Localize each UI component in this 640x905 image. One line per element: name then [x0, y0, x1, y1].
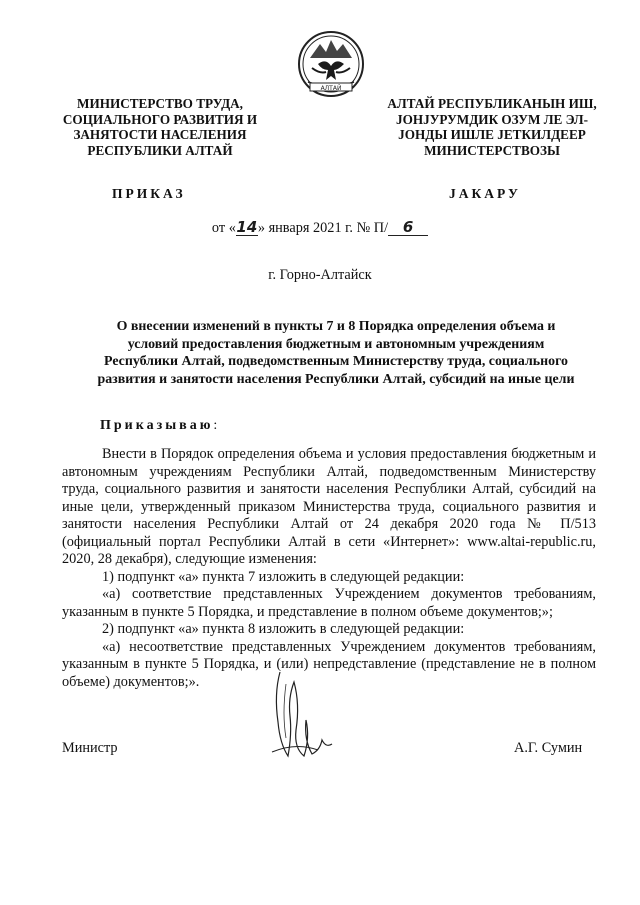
title-line: Республики Алтай, подведомственным Министерству труда, социального	[104, 354, 568, 370]
altai-republic-emblem-icon	[296, 30, 366, 102]
header-right-line: МИНИСТЕРСТВОЗЫ	[424, 142, 560, 158]
header-left-line: ЗАНЯТОСТИ НАСЕЛЕНИЯ	[73, 127, 247, 143]
title-line: развития и занятости населения Республики Алтай, субсидий на иные цели	[97, 372, 575, 388]
ministry-name-russian	[60, 96, 260, 158]
prikazyvayu-word: Приказываю	[100, 418, 214, 433]
signatory-name: А.Г. Сумин	[514, 740, 583, 756]
document-body	[62, 446, 596, 691]
order-title-russian: ПРИКАЗ	[112, 186, 186, 201]
body-paragraph: Внести в Порядок определения объема и условия предоставления бюджетным и автономным учреждениям Республики Алтай, подведомственным Министерству труда, социального развития и занятости населения Республики Алтай, субсидий на иные цели, утвержденный приказом Министерства труда, социального развития и занятости населения Республики Алтай от 24 декабря 2020 года № П/513 (официальный портал Республики Алтай в сети «Интернет»: www.altai-republic.ru, 2020, 28 декабря), следующие изменения:	[62, 446, 596, 567]
document-title	[60, 318, 612, 389]
body-paragraph: «а) соответствие представленных Учреждением документов требованиям, указанным в пункте 5 Порядка, и представление в полном объеме документов;»;	[62, 586, 596, 620]
emblem-text: АЛТАЙ	[320, 85, 342, 92]
date-day-handwritten: 14	[236, 218, 258, 236]
title-line: О внесении изменений в пункты 7 и 8 Порядка определения объема и	[116, 319, 556, 334]
order-title-altai: ЈАКАРУ	[449, 186, 521, 201]
prikazyvayu-colon: :	[213, 418, 218, 433]
header-left-line: СОЦИАЛЬНОГО РАЗВИТИЯ И	[62, 111, 258, 127]
prikazyvayu-heading	[100, 418, 217, 434]
body-paragraph: 2) подпункт «а» пункта 8 изложить в следующей редакции:	[102, 621, 465, 637]
date-middle: » января 2021 г. № П/	[257, 220, 389, 236]
title-line: условий предоставления бюджетным и автономным учреждениям	[127, 336, 545, 352]
body-paragraph: 1) подпункт «а» пункта 7 изложить в следующей редакции:	[102, 568, 465, 585]
order-date-line	[0, 220, 640, 237]
header-right-line: ЈОНЈУРУМДИК ОЗУМ ЛЕ ЭЛ-	[396, 111, 588, 127]
handwritten-signature-icon	[266, 664, 340, 766]
order-number-handwritten: 6	[388, 220, 428, 236]
header-right-line: ЈОНДЫ ИШЛЕ ЈЕТКИЛДЕЕР	[398, 127, 586, 143]
header-left-line: РЕСПУБЛИКИ АЛТАЙ	[87, 142, 233, 158]
header-left-line: МИНИСТЕРСТВО ТРУДА,	[77, 96, 243, 111]
ministry-name-altai	[372, 96, 612, 158]
city-line: г. Горно-Алтайск	[268, 267, 372, 283]
body-paragraph: «а) несоответствие представленных Учреждением документов требованиям, указанным в пункте 5 Порядка, и (или) непредставление (представление не в полном объеме) документов;».	[62, 638, 596, 690]
date-prefix: от «	[211, 220, 236, 236]
header-right-line: АЛТАЙ РЕСПУБЛИКАНЫН ИШ,	[387, 96, 597, 111]
signatory-position: Министр	[62, 740, 118, 756]
